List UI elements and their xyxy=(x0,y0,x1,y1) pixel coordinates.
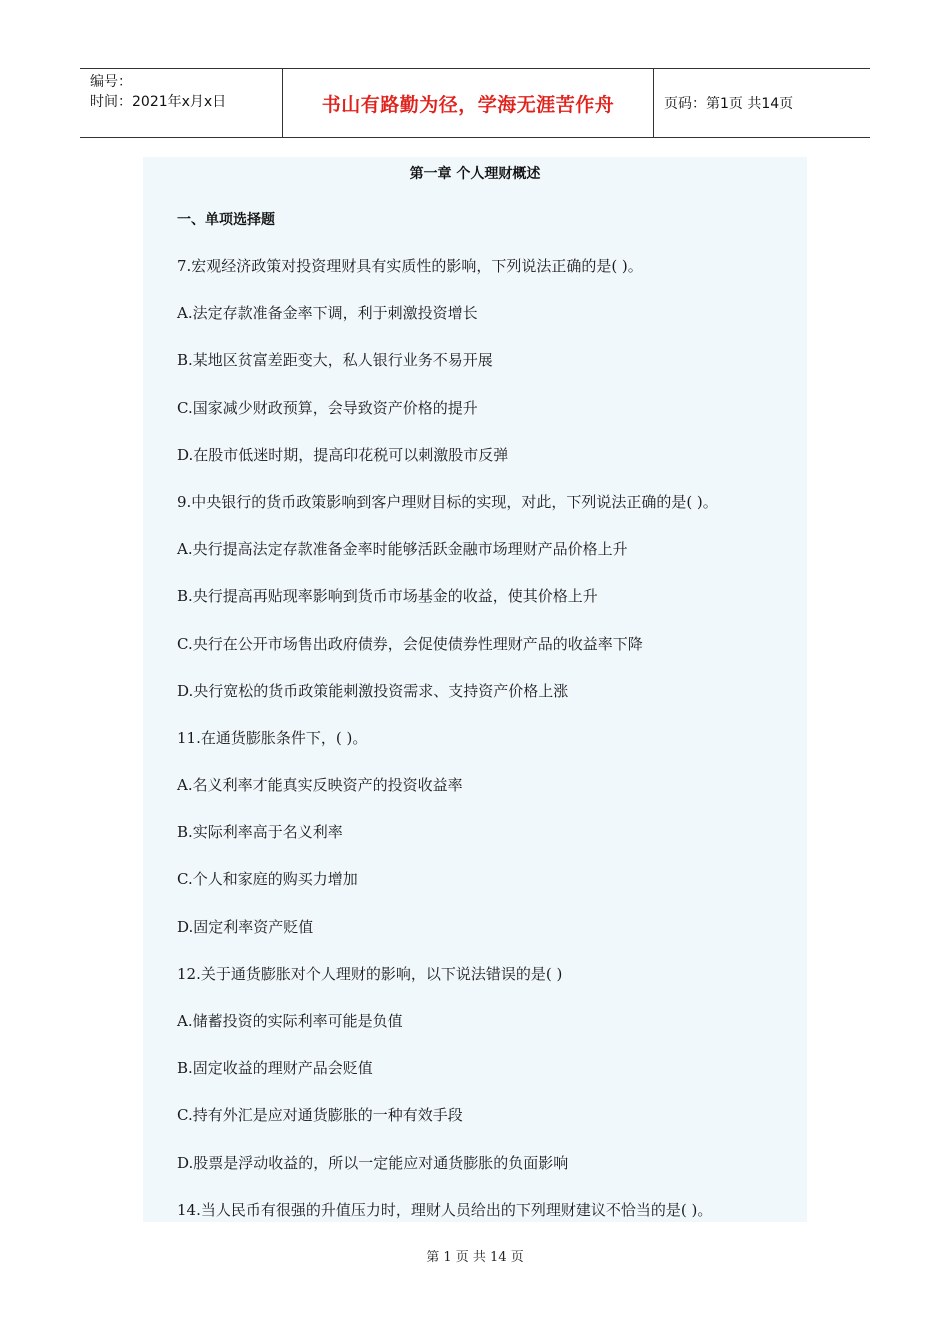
question-line: A.储蓄投资的实际利率可能是负值 xyxy=(177,1012,403,1030)
question-line: A.名义利率才能真实反映资产的投资收益率 xyxy=(177,776,463,795)
question-line: 11.在通货膨胀条件下，( )。 xyxy=(177,728,368,747)
question-line: A.央行提高法定存款准备金率时能够活跃金融市场理财产品价格上升 xyxy=(177,540,628,559)
question-line: C.央行在公开市场售出政府债券，会促使债券性理财产品的收益率下降 xyxy=(177,634,643,653)
question-line: D.股票是浮动收益的，所以一定能应对通货膨胀的负面影响 xyxy=(177,1153,569,1172)
question-line: 12.关于通货膨胀对个人理财的影响，以下说法错误的是( ) xyxy=(177,964,563,983)
question-line: D.在股市低迷时期，提高印花税可以刺激股市反弹 xyxy=(177,445,509,464)
question-line: 9.中央银行的货币政策影响到客户理财目标的实现，对此，下列说法正确的是( )。 xyxy=(177,492,718,511)
question-line: A.法定存款准备金率下调，利于刺激投资增长 xyxy=(177,304,478,323)
question-line: D.央行宽松的货币政策能刺激投资需求、支持资产价格上涨 xyxy=(177,681,569,700)
section-heading: 一、单项选择题 xyxy=(177,212,275,228)
question-line: D.固定利率资产贬值 xyxy=(177,917,314,936)
question-line: B.固定收益的理财产品会贬值 xyxy=(177,1059,373,1078)
document-body xyxy=(143,157,807,1222)
document-number-label: 编号： xyxy=(90,74,132,90)
page-footer: 第 1 页 共 14 页 xyxy=(426,1250,524,1265)
question-list xyxy=(177,256,718,1247)
question-line: B.某地区贫富差距变大，私人银行业务不易开展 xyxy=(177,351,493,370)
page-header xyxy=(80,68,870,138)
question-line: B.央行提高再贴现率影响到货币市场基金的收益，使其价格上升 xyxy=(177,587,598,606)
question-line: 7.宏观经济政策对投资理财具有实质性的影响，下列说法正确的是( )。 xyxy=(177,257,643,275)
question-line: C.持有外汇是应对通货膨胀的一种有效手段 xyxy=(177,1106,463,1125)
header-info xyxy=(80,69,282,137)
document-date: 时间：2021年x月x日 xyxy=(90,94,227,110)
question-line: C.国家减少财政预算，会导致资产价格的提升 xyxy=(177,398,478,417)
question-line: C.个人和家庭的购买力增加 xyxy=(177,870,358,889)
question-line: 14.当人民币有很强的升值压力时，理财人员给出的下列理财建议不恰当的是( )。 xyxy=(177,1200,713,1219)
header-motto: 书山有路勤为径，学海无涯苦作舟 xyxy=(282,69,654,137)
chapter-title: 第一章 个人理财概述 xyxy=(409,166,541,182)
header-page-number: 页码：第1页 共14页 xyxy=(664,96,794,112)
question-line: B.实际利率高于名义利率 xyxy=(177,823,343,842)
